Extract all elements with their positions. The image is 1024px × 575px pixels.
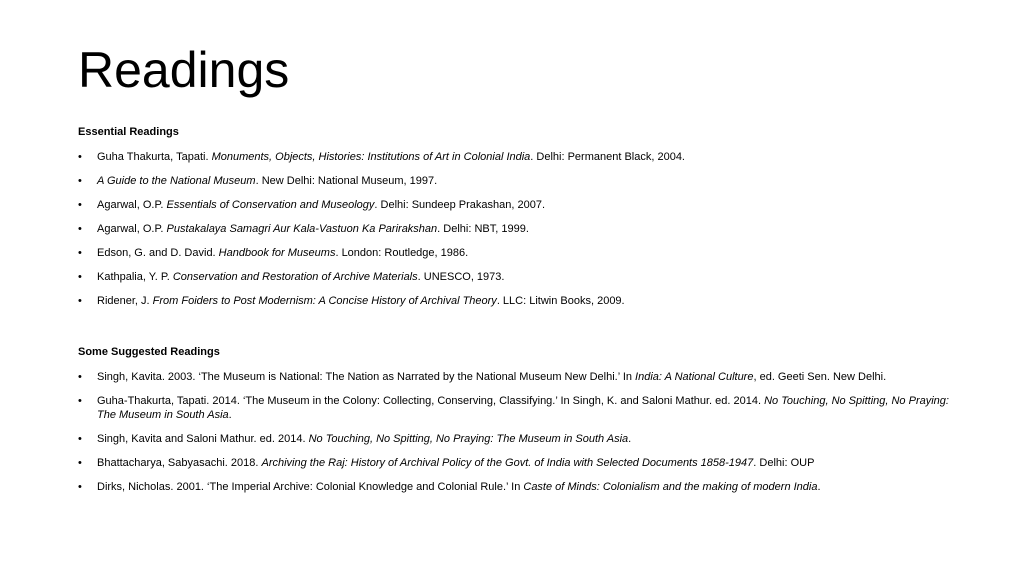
suggested-readings-list bbox=[78, 370, 958, 504]
list-item: • Agarwal, O.P. Pustakalaya Samagri Aur Kala-Vastuon Ka Parirakshan. Delhi: NBT, 1999. bbox=[78, 223, 529, 235]
list-item: • Bhattacharya, Sabyasachi. 2018. Archiving the Raj: History of Archival Policy of the Govt. of India with Selected Documents 1858-1947. Delhi: OUP bbox=[78, 457, 815, 469]
list-item: • Singh, Kavita and Saloni Mathur. ed. 2014. No Touching, No Spitting, No Praying: The Museum in South Asia. bbox=[78, 433, 632, 445]
bullet-icon: • bbox=[78, 151, 82, 163]
bullet-icon: • bbox=[78, 175, 82, 187]
list-item: • Dirks, Nicholas. 2001. ‘The Imperial Archive: Colonial Knowledge and Colonial Rule.’ In Caste of Minds: Colonialism and the making of modern India. bbox=[78, 481, 821, 493]
bullet-icon: • bbox=[78, 433, 82, 445]
list-item: • Singh, Kavita. 2003. ‘The Museum is National: The Nation as Narrated by the National Museum New Delhi.’ In India: A National Culture, ed. Geeti Sen. New Delhi. bbox=[78, 371, 887, 383]
page-title: Readings bbox=[78, 42, 290, 98]
list-item: • Ridener, J. From Foiders to Post Modernism: A Concise History of Archival Theory. LLC: Litwin Books, 2009. bbox=[78, 295, 625, 307]
list-item: • Kathpalia, Y. P. Conservation and Restoration of Archive Materials. UNESCO, 1973. bbox=[78, 271, 505, 283]
list-item: • Guha Thakurta, Tapati. Monuments, Objects, Histories: Institutions of Art in Colonial India. Delhi: Permanent Black, 2004. bbox=[78, 151, 685, 163]
bullet-icon: • bbox=[78, 247, 82, 259]
bullet-icon: • bbox=[78, 371, 82, 383]
bullet-icon: • bbox=[78, 199, 82, 211]
essential-readings-list bbox=[78, 150, 958, 318]
bullet-icon: • bbox=[78, 271, 82, 283]
bullet-icon: • bbox=[78, 223, 82, 235]
essential-readings-heading: Essential Readings bbox=[78, 126, 179, 138]
bullet-icon: • bbox=[78, 295, 82, 307]
list-item: • Guha-Thakurta, Tapati. 2014. ‘The Museum in the Colony: Collecting, Conserving, Classifying.’ In Singh, K. and Saloni Mathur. ed. 2014. No Touching, No Spitting, No Praying: The Museum in South Asia. bbox=[78, 395, 949, 421]
bullet-icon: • bbox=[78, 395, 82, 407]
list-item: • Edson, G. and D. David. Handbook for Museums. London: Routledge, 1986. bbox=[78, 247, 469, 259]
bullet-icon: • bbox=[78, 481, 82, 493]
suggested-readings-heading: Some Suggested Readings bbox=[78, 346, 220, 358]
bullet-icon: • bbox=[78, 457, 82, 469]
list-item: • A Guide to the National Museum. New Delhi: National Museum, 1997. bbox=[78, 175, 438, 187]
list-item: • Agarwal, O.P. Essentials of Conservation and Museology. Delhi: Sundeep Prakashan, 2007. bbox=[78, 199, 546, 211]
